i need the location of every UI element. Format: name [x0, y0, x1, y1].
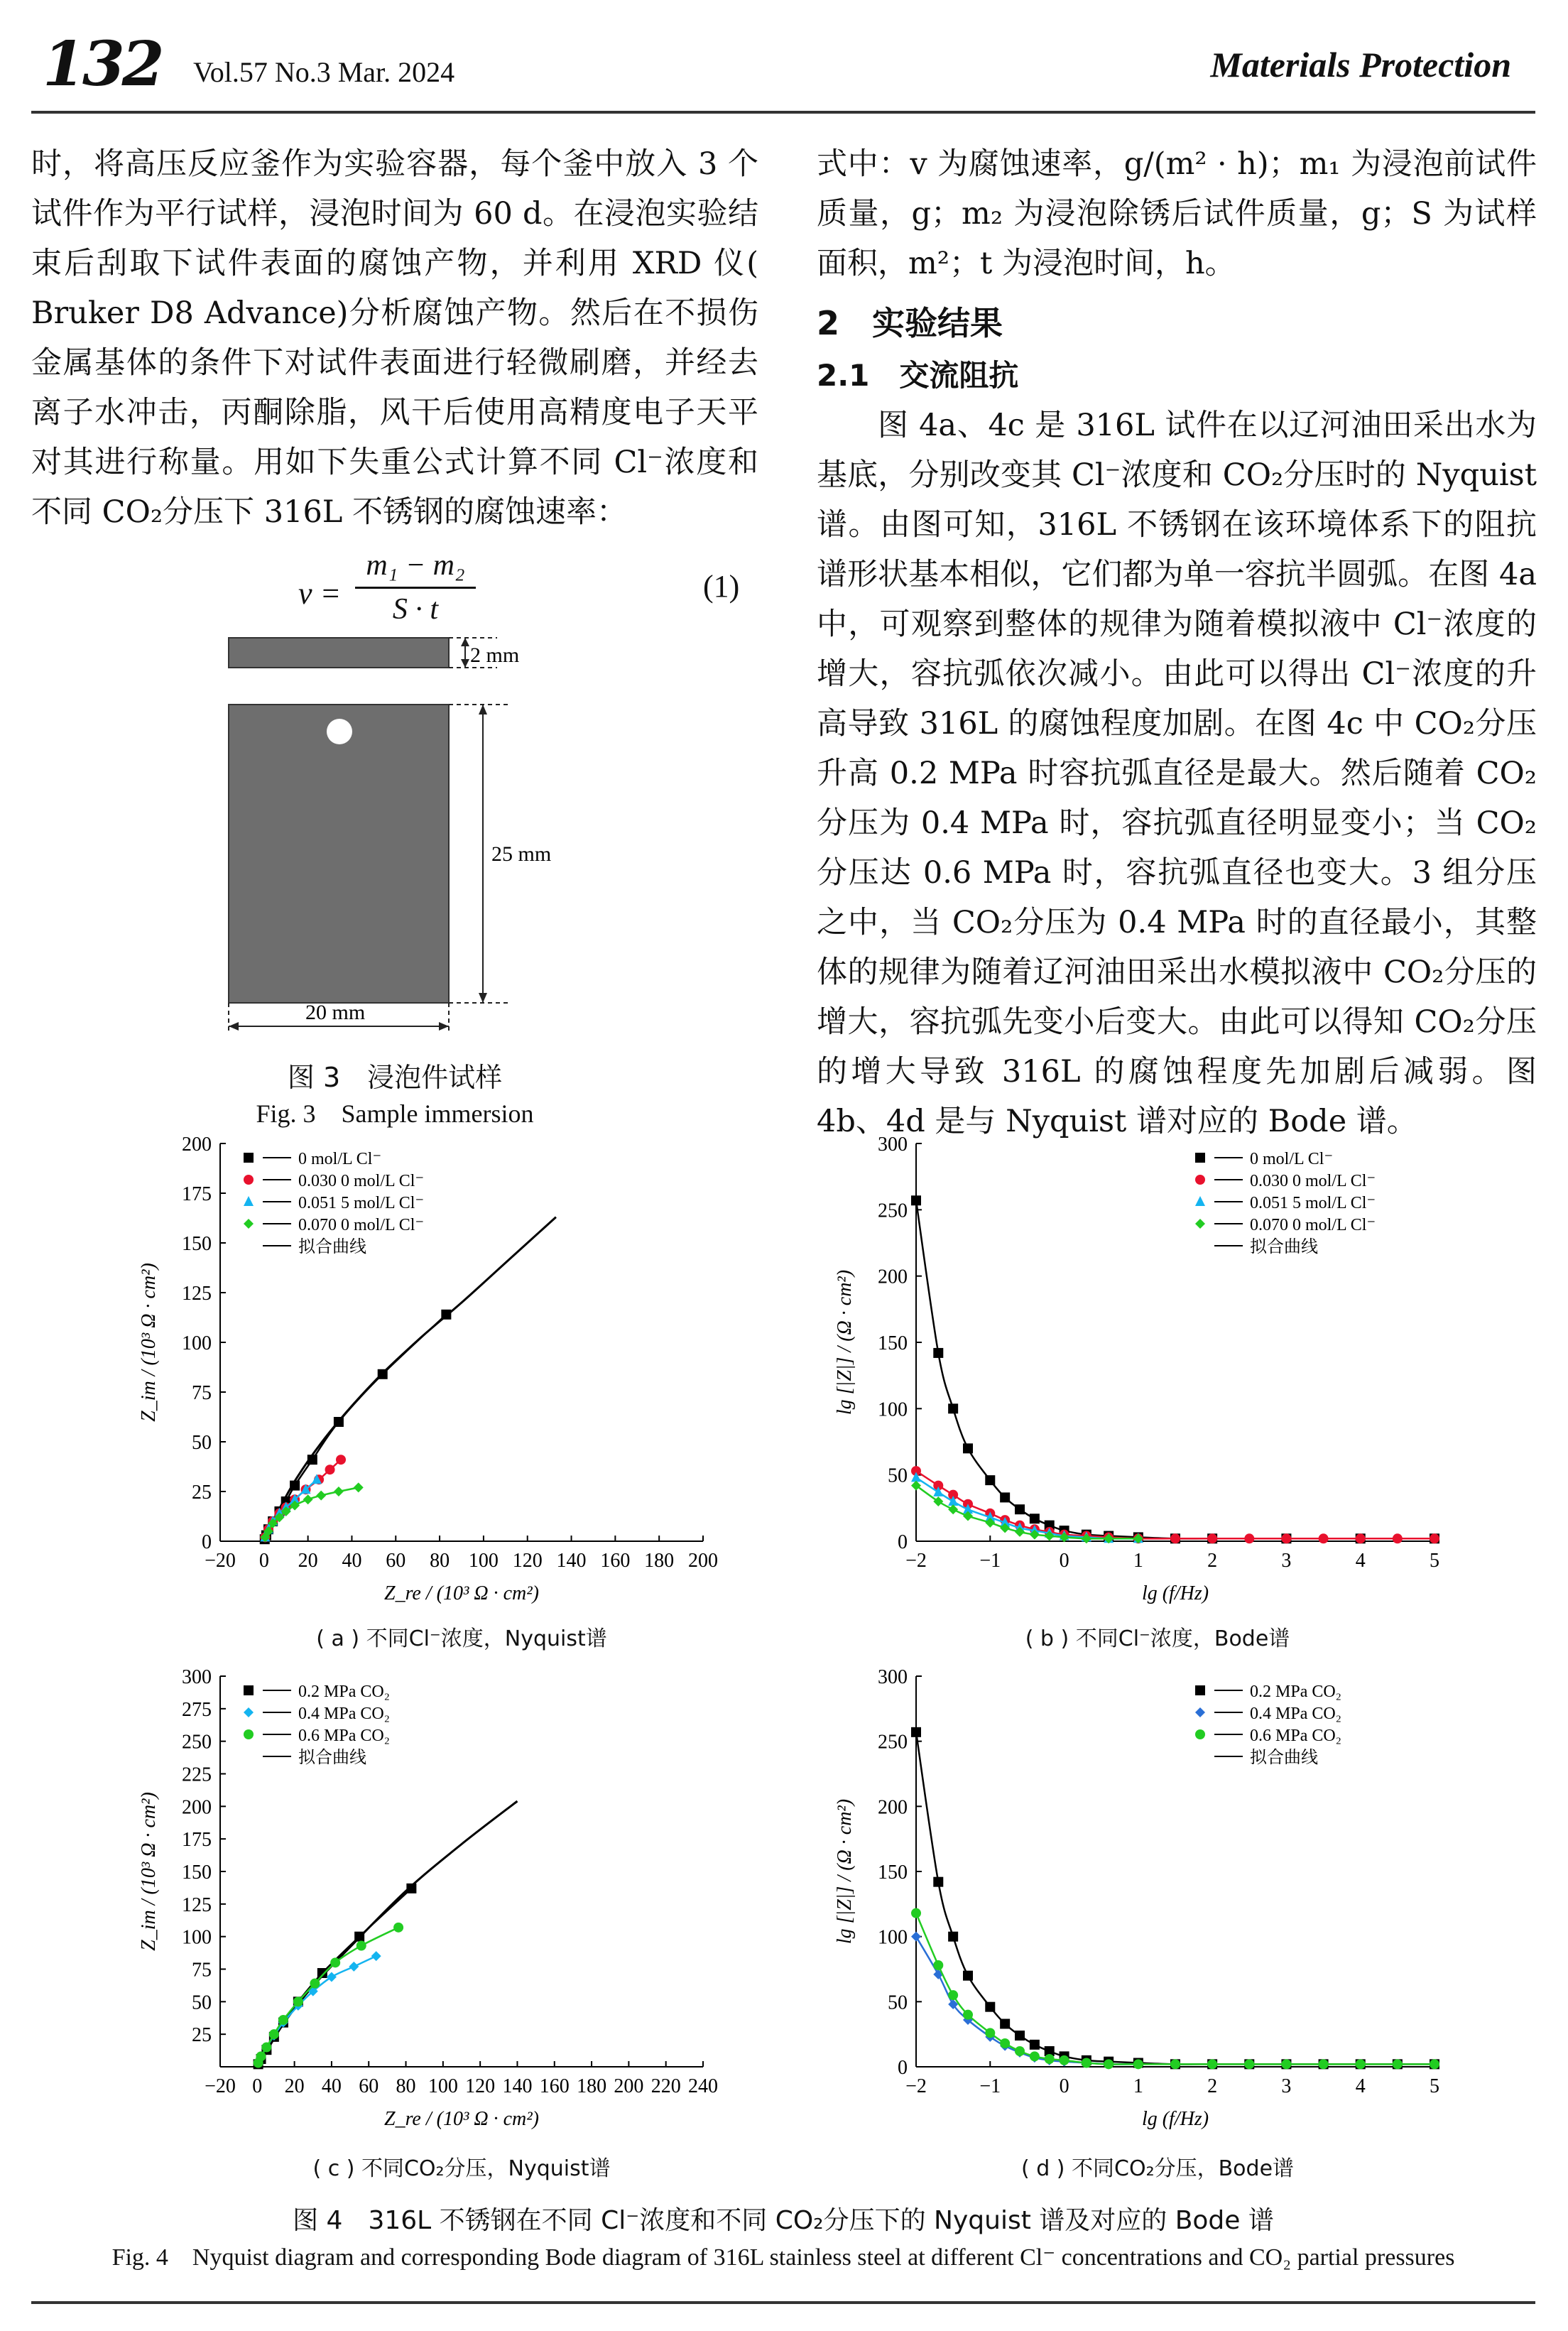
data-point [1015, 1504, 1025, 1514]
data-point [1000, 2038, 1010, 2048]
legend-marker [1195, 1707, 1205, 1717]
x-tick-label: 2 [1207, 1550, 1218, 1572]
x-tick-label: 240 [688, 2075, 718, 2097]
x-tick-label: 120 [512, 1550, 543, 1572]
y-tick-label: 200 [878, 1266, 908, 1288]
x-tick-label: 0 [1059, 1550, 1069, 1572]
chart-a-nyquist-cl [107, 1122, 781, 1641]
x-tick-label: 100 [468, 1550, 499, 1572]
y-tick-label: 0 [898, 2057, 908, 2079]
y-tick-label: 100 [182, 1926, 212, 1949]
x-tick-label: 60 [386, 1550, 406, 1572]
legend-label: 0.051 5 mol/L Cl⁻ [298, 1194, 425, 1212]
y-tick-label: 100 [878, 1398, 908, 1421]
data-point [393, 1923, 403, 1933]
data-point [933, 1496, 943, 1506]
equation-lhs: v = [298, 576, 342, 611]
subcaption-c: ( c ) 不同CO₂分压，Nyquist谱 [312, 2156, 611, 2181]
series-line [916, 1200, 1434, 1538]
x-tick-label: −1 [979, 1550, 1001, 1572]
x-tick-label: 200 [614, 2075, 644, 2097]
y-tick-label: 250 [878, 1731, 908, 1754]
legend-label: 0 mol/L Cl⁻ [1250, 1150, 1334, 1168]
chart-d-bode-co2 [802, 1655, 1513, 2166]
legend-label: 0.051 5 mol/L Cl⁻ [1250, 1194, 1376, 1212]
left-paragraph: 时，将高压反应釜作为实验容器，每个釜中放入 3 个试件作为平行试样，浸泡时间为 60 d。在浸泡实验结束后刮取下试件表面的腐蚀产物，并利用 XRD 仪( Bruker D8 Advance)分析腐蚀产物。然后在不损伤金属基体的条件下对试件表面进行轻微刷磨，并经去离子水冲击，丙酮除脂，风干后使用高精度电子天平对其进行称量。用如下失重公式计算不同 Cl⁻浓度和不同 CO₂分压下 316L 不锈钢的腐蚀速率： [31, 146, 758, 530]
legend-label: 0.6 MPa CO₂ [1250, 1727, 1342, 1745]
x-tick-label: 80 [430, 1550, 450, 1572]
data-point [963, 1443, 973, 1453]
y-tick-label: 125 [182, 1893, 212, 1916]
fraction-bar [355, 587, 476, 589]
data-point [985, 2028, 995, 2038]
data-point [963, 2010, 973, 2020]
y-tick-label: 75 [192, 1959, 212, 1982]
data-point [1281, 2059, 1291, 2069]
y-tick-label: 150 [878, 1332, 908, 1354]
data-point [325, 1465, 335, 1474]
chart-c-nyquist-co2 [107, 1655, 781, 2166]
x-tick-label: 4 [1355, 2075, 1366, 2097]
data-point [1000, 2019, 1010, 2029]
data-point [911, 1195, 921, 1205]
data-point [1207, 2059, 1217, 2069]
y-tick-label: 50 [192, 1992, 212, 2014]
x-tick-label: 180 [577, 2075, 607, 2097]
equation-1 [298, 548, 739, 634]
data-point [1104, 2059, 1114, 2069]
x-tick-label: 100 [428, 2075, 458, 2097]
y-tick-label: 200 [182, 1796, 212, 1819]
data-point [933, 1877, 943, 1887]
data-point [1356, 1533, 1366, 1543]
data-point [334, 1487, 344, 1496]
data-point [1030, 2051, 1040, 2061]
data-point [948, 1403, 958, 1413]
x-tick-label: 60 [359, 2075, 379, 2097]
page-number: 132 [43, 28, 162, 100]
x-tick-label: 120 [465, 2075, 496, 2097]
dim-thickness-label: 2 mm [470, 643, 520, 667]
y-tick-label: 225 [182, 1764, 212, 1786]
data-point [963, 1971, 973, 1981]
data-point [948, 1504, 958, 1514]
legend-label: 0.030 0 mol/L Cl⁻ [1250, 1172, 1376, 1190]
x-tick-label: 2 [1207, 2075, 1218, 2097]
x-tick-label: 180 [644, 1550, 675, 1572]
data-point [354, 1482, 364, 1492]
data-point [354, 1932, 364, 1942]
legend-label: 0.2 MPa CO₂ [298, 1683, 391, 1701]
data-point [336, 1455, 346, 1465]
y-tick-label: 50 [192, 1432, 212, 1454]
figure4-caption-zh: 图 4 316L 不锈钢在不同 Cl⁻浓度和不同 CO₂分压下的 Nyquist 谱及对应的 Bode 谱 [293, 2206, 1274, 2235]
figure4-caption-en: Fig. 4 Nyquist diagram and corresponding Bode diagram of 316L stainless steel at different Cl⁻ concentrations and CO₂ partial pressures [111, 2244, 1455, 2271]
equation-denominator: S · t [392, 593, 439, 626]
data-point [933, 1348, 943, 1358]
x-tick-label: 5 [1430, 1550, 1439, 1572]
data-point [911, 1727, 921, 1737]
left-column [31, 139, 758, 537]
x-tick-label: 40 [321, 2075, 342, 2097]
data-point [985, 1475, 995, 1485]
y-tick-label: 200 [182, 1134, 212, 1156]
data-point [334, 1417, 344, 1427]
legend-label: 拟合曲线 [298, 1238, 366, 1256]
data-point [1319, 2059, 1329, 2069]
x-tick-label: 20 [298, 1550, 318, 1572]
data-point [290, 1481, 300, 1491]
data-point [1430, 1533, 1439, 1543]
legend-marker [244, 1153, 254, 1163]
chart-plot-area [138, 1134, 718, 1604]
subcaption-b: ( b ) 不同Cl⁻浓度，Bode谱 [1025, 1626, 1290, 1651]
y-tick-label: 100 [878, 1926, 908, 1949]
y-tick-label: 300 [878, 1666, 908, 1688]
data-point [1030, 2040, 1040, 2050]
y-tick-label: 250 [182, 1731, 212, 1754]
y-axis-label: lg [|Z|] / (Ω · cm²) [834, 1798, 856, 1945]
legend-label: 0.030 0 mol/L Cl⁻ [298, 1172, 425, 1190]
x-tick-label: 220 [650, 2075, 681, 2097]
x-tick-label: −2 [905, 1550, 927, 1572]
legend-marker [244, 1685, 254, 1695]
data-point [1244, 2059, 1254, 2069]
x-axis-label: Z_re / (10³ Ω · cm²) [384, 1582, 539, 1604]
data-point [1133, 2059, 1143, 2069]
data-point [1430, 2059, 1439, 2069]
legend-marker [244, 1219, 254, 1229]
legend-marker [244, 1175, 254, 1185]
data-point [261, 2043, 271, 2053]
y-tick-label: 25 [192, 1482, 212, 1504]
data-point [256, 2051, 266, 2061]
data-point [1319, 1533, 1329, 1543]
y-tick-label: 25 [192, 2024, 212, 2047]
legend-marker [1195, 1196, 1205, 1206]
legend-label: 拟合曲线 [298, 1749, 366, 1767]
legend-marker [244, 1707, 254, 1717]
y-tick-label: 300 [878, 1134, 908, 1156]
data-point [933, 1960, 943, 1970]
subcaption-d: ( d ) 不同CO₂分压，Bode谱 [1020, 2156, 1295, 2181]
legend-label: 0.6 MPa CO₂ [298, 1727, 391, 1745]
x-tick-label: 0 [252, 2075, 263, 2097]
section-2-1-title: 2.1 交流阻抗 [817, 358, 1019, 393]
x-tick-label: 1 [1133, 1550, 1143, 1572]
x-tick-label: 3 [1281, 1550, 1292, 1572]
x-tick-label: 5 [1430, 2075, 1439, 2097]
legend-marker [244, 1196, 254, 1206]
journal-name: Materials Protection [1210, 45, 1511, 85]
right-column [817, 139, 1537, 1146]
data-point [310, 1979, 320, 1989]
y-axis-label: Z_im / (10³ Ω · cm²) [138, 1263, 160, 1422]
data-point [1060, 2055, 1069, 2065]
right-paragraph-1: 式中：v 为腐蚀速率，g/(m² · h)；m₁ 为浸泡前试件质量，g；m₂ 为浸泡除锈后试件质量，g；S 为试样面积，m²；t 为浸泡时间，h。 [817, 146, 1537, 281]
data-point [303, 1494, 313, 1504]
equation-numerator: m₁ − m₂ [366, 549, 465, 582]
y-tick-label: 125 [182, 1283, 212, 1305]
data-point [330, 1957, 340, 1967]
legend-label: 0.2 MPa CO₂ [1250, 1683, 1342, 1701]
specimen-face-view [229, 705, 449, 1003]
footer-rule [31, 2301, 1535, 2304]
data-point [1393, 2059, 1403, 2069]
series-line [916, 1732, 1434, 2065]
dim-height-label: 25 mm [491, 842, 552, 866]
y-tick-label: 300 [182, 1666, 212, 1688]
x-tick-label: 0 [258, 1550, 269, 1572]
legend-label: 0 mol/L Cl⁻ [298, 1150, 382, 1168]
data-point [948, 1932, 958, 1942]
data-point [307, 1455, 317, 1465]
data-point [1281, 1533, 1291, 1543]
series-line [916, 1913, 1434, 2065]
data-point [293, 1996, 303, 2006]
data-point [1015, 2046, 1025, 2056]
data-point [1170, 1533, 1180, 1543]
data-point [1207, 1533, 1217, 1543]
data-point [1082, 2058, 1091, 2068]
data-point [985, 2002, 995, 2012]
x-tick-label: 140 [502, 2075, 533, 2097]
volume-info: Vol.57 No.3 Mar. 2024 [193, 56, 455, 88]
series-line [916, 1937, 1138, 2065]
data-point [441, 1310, 451, 1320]
chart-b-bode-cl [802, 1122, 1513, 1641]
right-paragraph-2: 图 4a、4c 是 316L 试件在以辽河油田采出水为基底，分别改变其 Cl⁻浓度和 CO₂分压时的 Nyquist 谱。由图可知，316L 不锈钢在该环境体系下的阻抗谱形状基本相似，它们都为单一容抗半圆弧。在图 4a 中，可观察到整体的规律为随着模拟液中 Cl⁻浓度的增大，容抗弧依次减小。由此可以得出 Cl⁻浓度的升高导致 316L 的腐蚀程度加剧。在图 4c 中 CO₂分压升高 0.2 MPa 时容抗弧直径是最大。然后随着 CO₂分压为 0.4 MPa 时，容抗弧直径明显变小；当 CO₂分压达 0.6 MPa 时，容抗弧直径也变大。3 组分压之中，当 CO₂分压为 0.4 MPa 时的直径最小，其整体的规律为随着辽河油田采出水模拟液中 CO₂分压的增大，容抗弧先变小后变大。由此可以得知 CO₂分压的增大导致 316L 的腐蚀程度先加剧后减弱。图 4b、4d 是与 Nyquist 谱对应的 Bode 谱。 [817, 408, 1537, 1139]
specimen-edge-view [229, 638, 449, 668]
data-point [269, 2029, 279, 2039]
chart-plot-area [834, 1666, 1439, 2130]
x-tick-label: −1 [979, 2075, 1001, 2097]
data-point [1356, 2059, 1366, 2069]
x-axis-label: lg (f/Hz) [1141, 2108, 1209, 2130]
chart-plot-area [138, 1666, 718, 2130]
section-2-title: 2 实验结果 [817, 304, 1003, 342]
data-point [1244, 1533, 1254, 1543]
legend-marker [1195, 1153, 1205, 1163]
data-point [406, 1884, 416, 1893]
legend-marker [1195, 1175, 1205, 1185]
x-tick-label: 200 [688, 1550, 718, 1572]
equation-number: (1) [703, 569, 740, 604]
x-tick-label: 80 [396, 2075, 416, 2097]
y-tick-label: 150 [182, 1233, 212, 1255]
data-point [1393, 1533, 1403, 1543]
figure3-caption-en: Fig. 3 Sample immersion [256, 1099, 534, 1128]
subcaption-a: ( a ) 不同Cl⁻浓度，Nyquist谱 [316, 1626, 607, 1651]
legend-label: 0.4 MPa CO₂ [298, 1705, 391, 1723]
data-point [948, 1990, 958, 2000]
data-point [278, 2015, 288, 2025]
data-point [1000, 1492, 1010, 1502]
y-tick-label: 0 [202, 1531, 212, 1553]
x-tick-label: 160 [539, 2075, 570, 2097]
legend-label: 0.070 0 mol/L Cl⁻ [1250, 1216, 1376, 1234]
header-rule [31, 111, 1535, 114]
data-point [1045, 2054, 1055, 2064]
y-tick-label: 50 [888, 1465, 908, 1487]
y-tick-label: 0 [898, 1531, 908, 1553]
y-axis-label: Z_im / (10³ Ω · cm²) [138, 1792, 160, 1951]
fit-curve [257, 1801, 517, 2067]
data-point [378, 1369, 388, 1379]
y-tick-label: 50 [888, 1992, 908, 2014]
legend-marker [1195, 1685, 1205, 1695]
x-tick-label: 40 [342, 1550, 362, 1572]
data-point [356, 1941, 366, 1951]
data-point [371, 1951, 381, 1961]
data-point [1030, 1514, 1040, 1523]
x-axis-label: Z_re / (10³ Ω · cm²) [384, 2108, 539, 2130]
chart-plot-area [834, 1134, 1439, 1604]
specimen-hole [327, 719, 352, 744]
data-point [1170, 2059, 1180, 2069]
y-tick-label: 175 [182, 1183, 212, 1205]
legend-label: 0.4 MPa CO₂ [1250, 1705, 1342, 1723]
y-tick-label: 250 [878, 1200, 908, 1222]
series-line [258, 1956, 376, 2063]
x-tick-label: 1 [1133, 2075, 1143, 2097]
legend-label: 拟合曲线 [1250, 1238, 1318, 1256]
x-axis-label: lg (f/Hz) [1141, 1582, 1209, 1604]
legend-label: 0.070 0 mol/L Cl⁻ [298, 1216, 425, 1234]
data-point [911, 1932, 921, 1942]
x-tick-label: 0 [1059, 2075, 1069, 2097]
legend-label: 拟合曲线 [1250, 1749, 1318, 1767]
x-tick-label: 20 [284, 2075, 305, 2097]
x-tick-label: 140 [556, 1550, 587, 1572]
y-tick-label: 175 [182, 1829, 212, 1852]
y-tick-label: 150 [878, 1862, 908, 1884]
x-tick-label: −20 [205, 2075, 236, 2097]
x-tick-label: 3 [1281, 2075, 1292, 2097]
y-axis-label: lg [|Z|] / (Ω · cm²) [834, 1269, 856, 1416]
y-tick-label: 75 [192, 1382, 212, 1404]
x-tick-label: −2 [905, 2075, 927, 2097]
legend-marker [244, 1729, 254, 1739]
legend-marker [1195, 1729, 1205, 1739]
y-tick-label: 275 [182, 1698, 212, 1721]
y-tick-label: 200 [878, 1796, 908, 1819]
y-tick-label: 100 [182, 1332, 212, 1354]
series-line [258, 1928, 398, 2063]
y-tick-label: 150 [182, 1862, 212, 1884]
x-tick-label: 160 [600, 1550, 631, 1572]
data-point [911, 1908, 921, 1918]
dim-width-label: 20 mm [305, 1001, 366, 1024]
figure3-schematic [213, 625, 611, 1051]
data-point [349, 1962, 359, 1972]
x-tick-label: 4 [1355, 1550, 1366, 1572]
x-tick-label: −20 [205, 1550, 236, 1572]
figure3-caption-zh: 图 3 浸泡件试样 [287, 1062, 503, 1093]
data-point [316, 1491, 326, 1501]
data-point [327, 1972, 337, 1982]
data-point [1015, 2031, 1025, 2041]
legend-marker [1195, 1219, 1205, 1229]
